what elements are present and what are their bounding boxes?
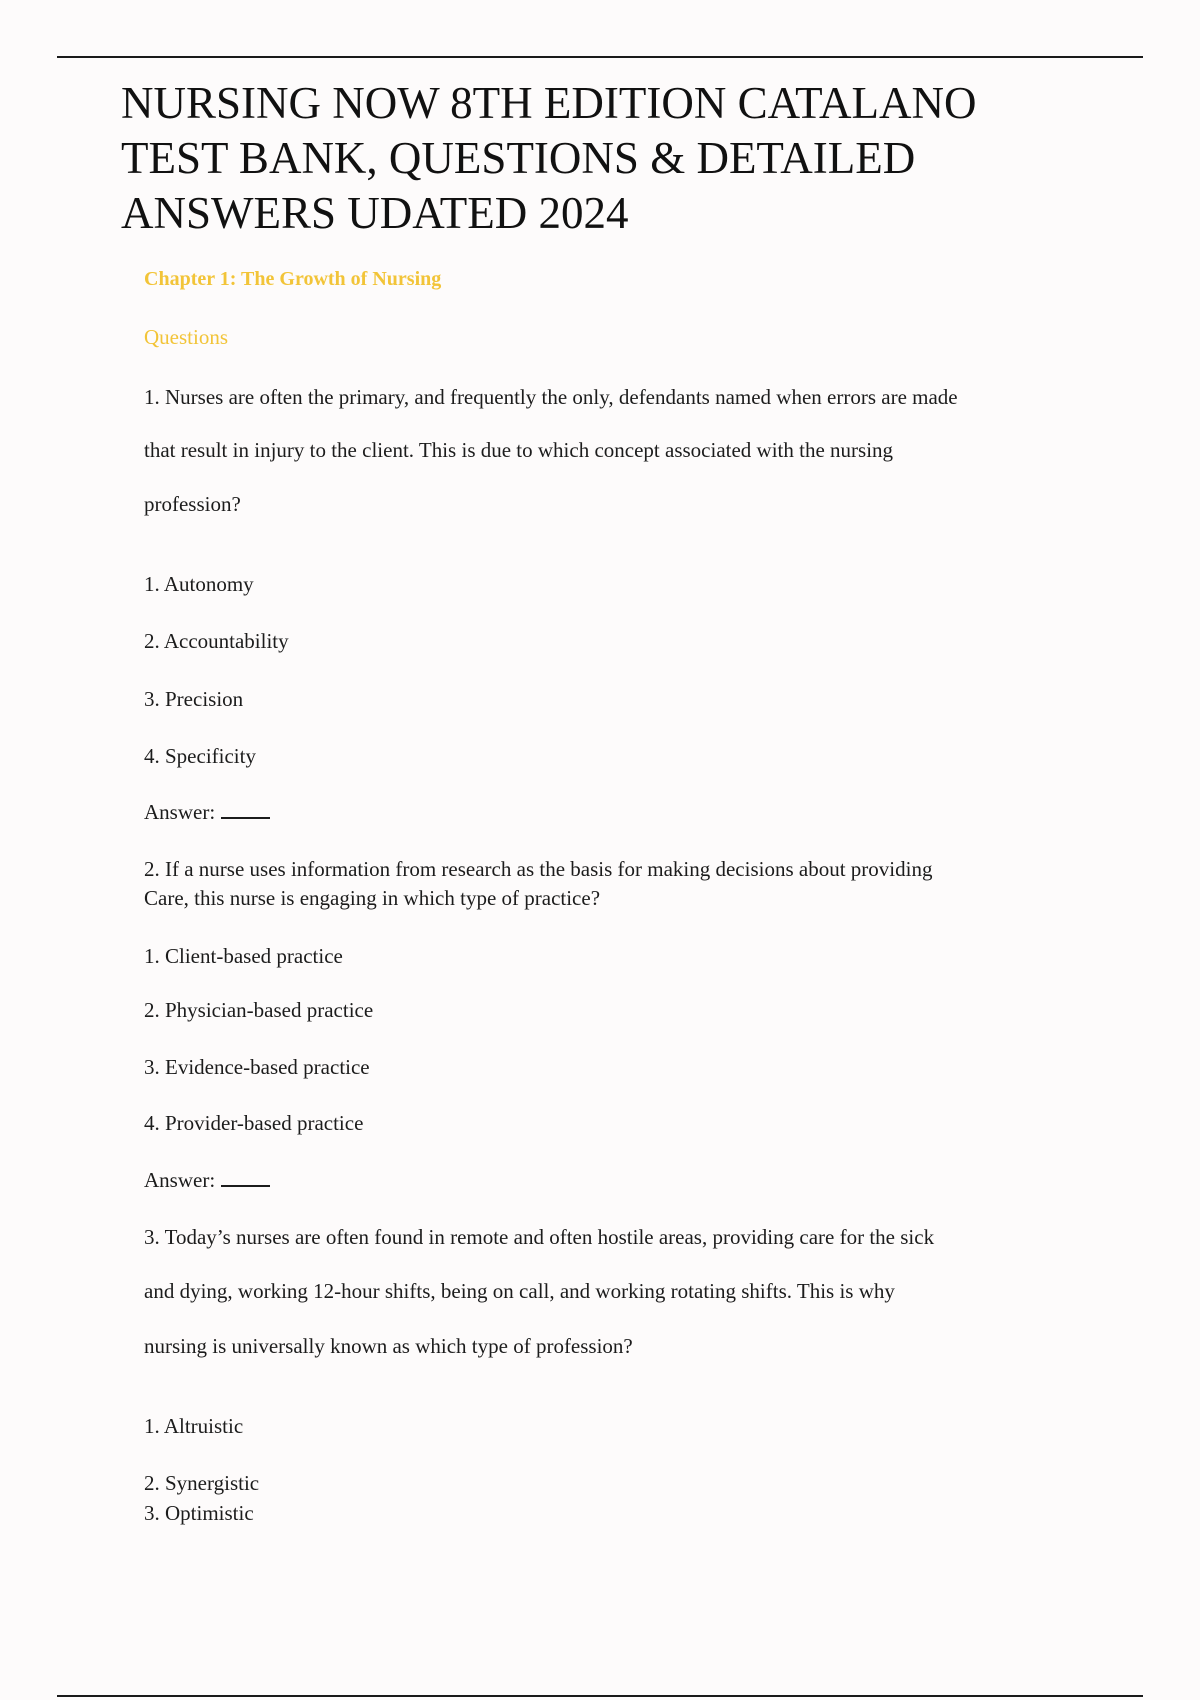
question-stem-line: nursing is universally known as which type of profession? bbox=[144, 1334, 633, 1358]
chapter-heading: Chapter 1: The Growth of Nursing bbox=[144, 268, 442, 290]
answer-option: 1. Client-based practice bbox=[144, 944, 343, 968]
answer-label: Answer: bbox=[144, 800, 216, 824]
answer-line bbox=[144, 1167, 270, 1193]
answer-option: 2. Synergistic bbox=[144, 1471, 260, 1495]
answer-option: 4. Specificity bbox=[144, 744, 256, 768]
answer-option: 1. Altruistic bbox=[144, 1414, 244, 1438]
question-stem-line: 3. Today’s nurses are often found in remote and often hostile areas, providing care for the sick bbox=[144, 1225, 935, 1249]
section-label: Questions bbox=[144, 325, 228, 349]
answer-blank bbox=[221, 799, 270, 819]
bottom-rule bbox=[57, 1695, 1143, 1697]
top-rule bbox=[57, 56, 1143, 58]
question-stem-line: that result in injury to the client. This is due to which concept associated with the nursing bbox=[144, 438, 894, 462]
title-line: ANSWERS UDATED 2024 bbox=[121, 188, 629, 238]
question-stem-line: and dying, working 12-hour shifts, being on call, and working rotating shifts. This is why bbox=[144, 1279, 895, 1303]
answer-blank bbox=[221, 1167, 270, 1187]
answer-option: 3. Evidence-based practice bbox=[144, 1055, 370, 1079]
answer-option: 3. Optimistic bbox=[144, 1501, 254, 1525]
answer-option: 3. Precision bbox=[144, 687, 244, 711]
title-line: NURSING NOW 8TH EDITION CATALANO bbox=[121, 78, 977, 128]
answer-option: 2. Accountability bbox=[144, 629, 289, 653]
answer-option: 1. Autonomy bbox=[144, 572, 254, 596]
answer-option: 4. Provider-based practice bbox=[144, 1111, 364, 1135]
answer-label: Answer: bbox=[144, 1168, 216, 1192]
question-stem-line: profession? bbox=[144, 492, 241, 516]
document-title bbox=[121, 76, 1121, 241]
title-line: TEST BANK, QUESTIONS & DETAILED bbox=[121, 133, 916, 183]
answer-line bbox=[144, 799, 270, 825]
question-stem-line: Care, this nurse is engaging in which type of practice? bbox=[144, 886, 601, 910]
answer-option: 2. Physician-based practice bbox=[144, 998, 374, 1022]
question-stem-line: 2. If a nurse uses information from research as the basis for making decisions about providing bbox=[144, 857, 933, 881]
question-stem-line: 1. Nurses are often the primary, and frequently the only, defendants named when errors are made bbox=[144, 385, 958, 409]
